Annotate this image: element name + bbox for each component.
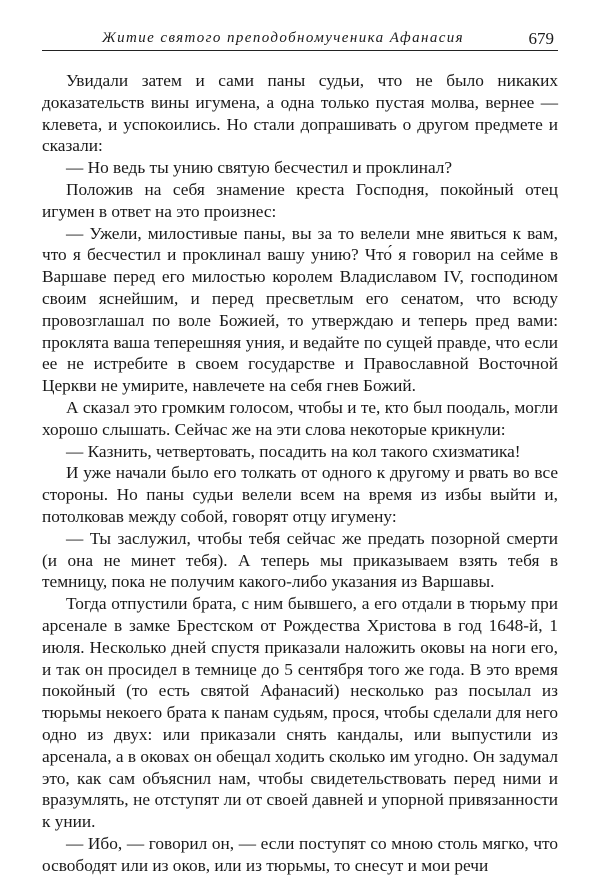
page-number: 679 [528, 29, 554, 48]
running-title: Житие святого преподобномученика Афанасия [102, 30, 465, 46]
paragraph: А сказал это громким голосом, чтобы и те, кто был поодаль, могли хорошо слышать. Сейчас же на эти слова некоторые крикнули: [42, 397, 558, 439]
paragraph: — Казнить, четвертовать, посадить на кол такого схизматика! [66, 441, 521, 461]
paragraph: Положив на себя знамение креста Господня, покойный отец игумен в ответ на это произнес: [42, 179, 558, 221]
text-body [42, 70, 558, 876]
paragraph: — Но ведь ты унию святую бесчестил и проклинал? [66, 158, 453, 178]
paragraph: — Ибо, — говорил он, — если поступят со мною столь мягко, что освободят или из оков, или из тюрьмы, то снесут и мои речи [42, 833, 558, 875]
paragraph: Тогда отпустили брата, с ним бывшего, а его отдали в тюрьму при арсенале в замке Брестском от Рождества Христова в год 1648-й, 1 июля. Несколько дней спустя приказали наложить оковы на ноги его, и так он просидел в темнице до 5 сентября того же года. В это время покойный (то есть святой Афанасий) несколько раз посылал из тюрьмы некоего брата к панам судьям, прося, чтобы сделали для него одно из двух: или приказали снять кандалы, или выпустили из арсенала, а в оковах он обещал ходить сколько им угодно. Он задумал это, как сам объяснил нам, чтобы свидетельствовать перед ними и вразумлять, не отступят ли от своей давней и упорной привязанности к унии. [42, 594, 558, 832]
paragraph: — Ужели, милостивые паны, вы за то велели мне явиться к вам, что я бесчестил и проклинал вашу унию? Что́ я говорил на сейме в Варшаве перед его милостью королем Владиславом IV, господином своим яснейшим, и перед пресветлым его сенатом, что всюду провозглашал по воле Божией, то утверждаю и теперь пред вами: проклята ваша теперешняя уния, и ведайте по сущей правде, что если ее не истребите в своем государстве и Православной Восточной Церкви не умирите, навлечете на себя гнев Божий. [42, 223, 558, 396]
running-header [42, 28, 558, 51]
paragraph: — Ты заслужил, чтобы тебя сейчас же предать позорной смерти (и она не минет тебя). А теперь мы приказываем взять тебя в темницу, пока не получим какого-либо указания из Варшавы. [42, 528, 558, 592]
paragraph: Увидали затем и сами паны судьи, что не было никаких доказательств вины игумена, а одна только пустая молва, вернее — клевета, и успокоились. Но стали допрашивать о другом предмете и сказали: [42, 71, 558, 156]
paragraph: И уже начали было его толкать от одного к другому и рвать во все стороны. Но паны судьи велели всем на время из избы выйти и, потолковав между собой, говорят отцу игумену: [42, 463, 558, 526]
